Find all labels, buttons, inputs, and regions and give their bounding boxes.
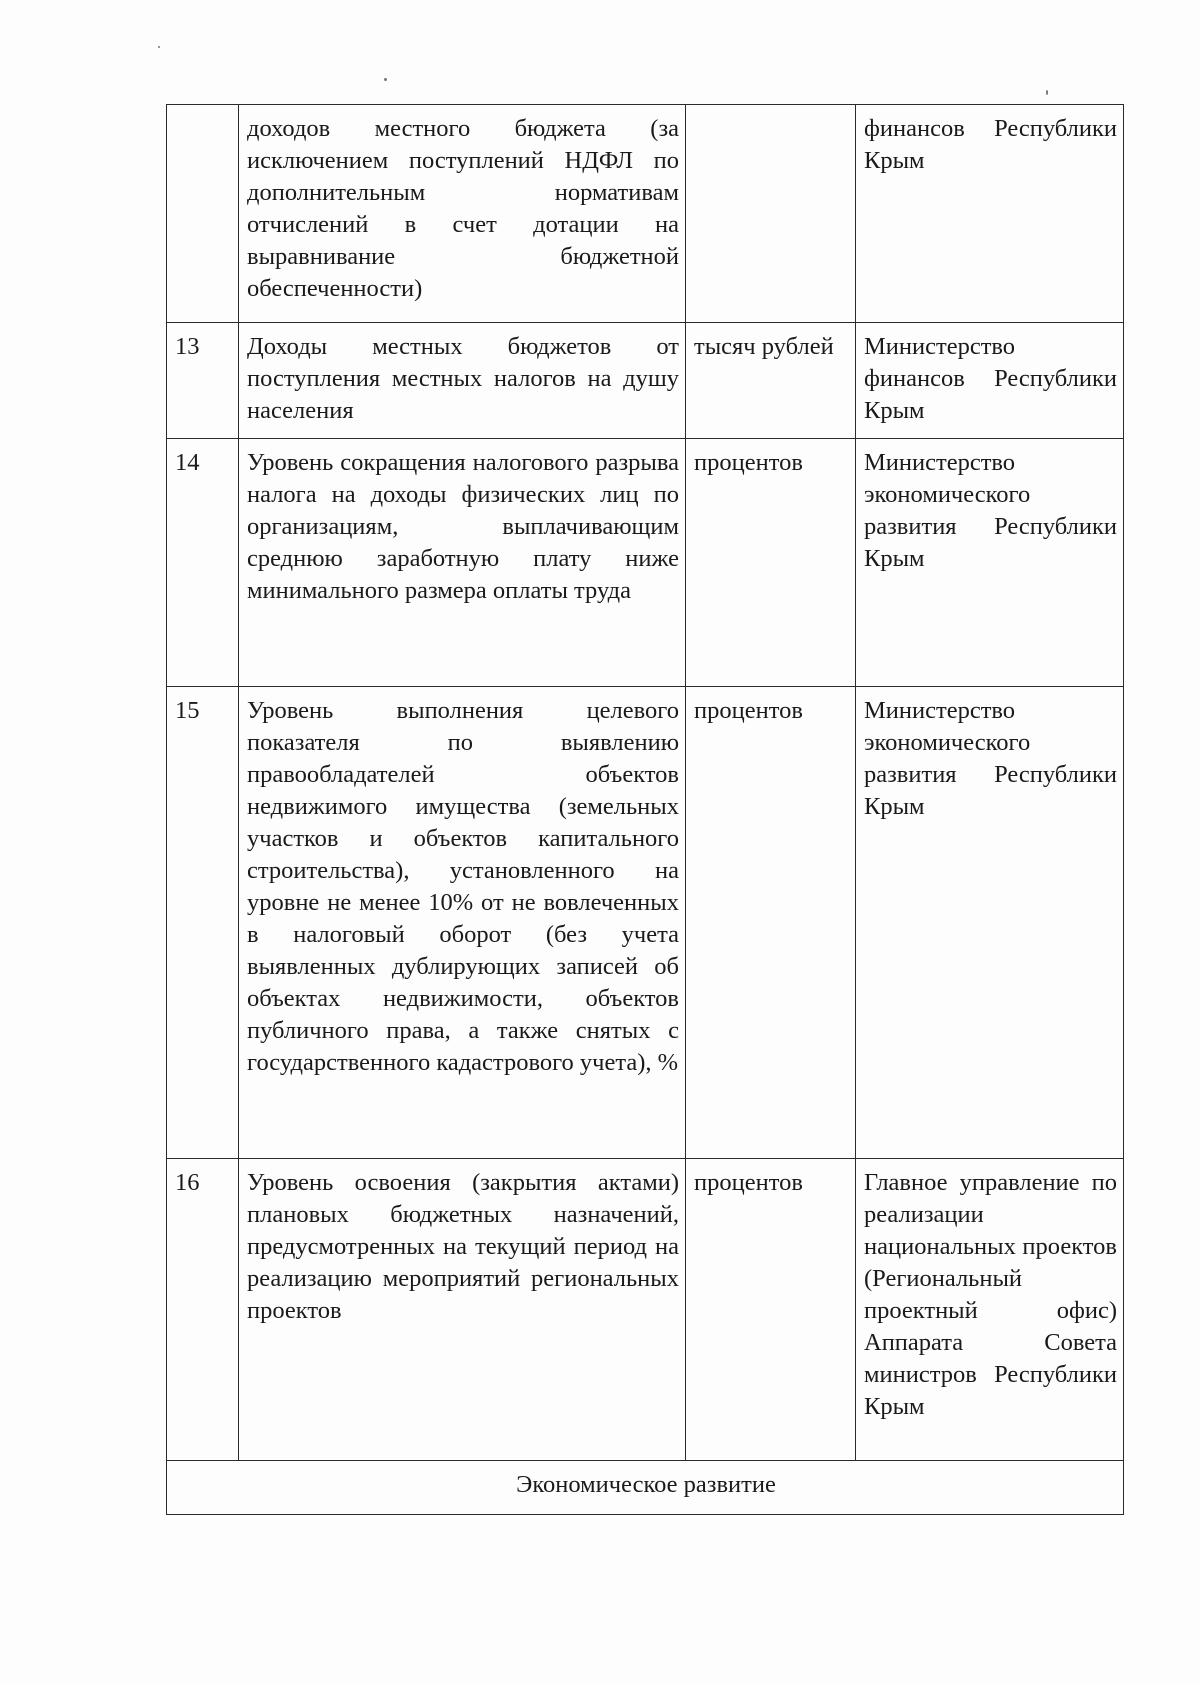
row-number: 15 — [167, 687, 239, 1159]
responsible-body: Главное управление по реализации национальных проектов (Региональный проектный офис) Аппарата Совета министров Республики Крым — [856, 1159, 1124, 1461]
indicator-name: Уровень сокращения налогового разрыва налога на доходы физических лиц по организациям, выплачивающим среднюю заработную плату ниже минимального размера оплаты труда — [239, 439, 686, 687]
unit-of-measure: тысяч рублей — [686, 323, 856, 439]
table-row — [167, 687, 1124, 1159]
table-row — [167, 1159, 1124, 1461]
responsible-body: финансов Республики Крым — [856, 105, 1124, 323]
unit-of-measure: процентов — [686, 687, 856, 1159]
scan-speck — [158, 46, 160, 48]
responsible-body: Министерство финансов Республики Крым — [856, 323, 1124, 439]
row-number: 14 — [167, 439, 239, 687]
indicator-name: Доходы местных бюджетов от поступления местных налогов на душу населения — [239, 323, 686, 439]
table-row — [167, 105, 1124, 323]
unit-of-measure: процентов — [686, 439, 856, 687]
unit-of-measure — [686, 105, 856, 323]
row-number — [167, 105, 239, 323]
unit-of-measure: процентов — [686, 1159, 856, 1461]
indicator-name: доходов местного бюджета (за исключением поступлений НДФЛ по дополнительным нормативам отчислений в счет дотации на выравнивание бюджетной обеспеченности) — [239, 105, 686, 323]
row-number: 13 — [167, 323, 239, 439]
table-row — [167, 323, 1124, 439]
responsible-body: Министерство экономического развития Республики Крым — [856, 687, 1124, 1159]
indicators-table — [166, 104, 1124, 1515]
indicator-name: Уровень освоения (закрытия актами) плановых бюджетных назначений, предусмотренных на текущий период на реализацию мероприятий региональных проектов — [239, 1159, 686, 1461]
scan-speck — [384, 78, 387, 81]
indicator-name: Уровень выполнения целевого показателя по выявлению правообладателей объектов недвижимого имущества (земельных участков и объектов капитального строительства), установленного на уровне не менее 10% от не вовлеченных в налоговый оборот (без учета выявленных дублирующих записей об объектах недвижимости, объектов публичного права, а также снятых с государственного кадастрового учета), % — [239, 687, 686, 1159]
responsible-body: Министерство экономического развития Республики Крым — [856, 439, 1124, 687]
section-heading: Экономическое развитие — [167, 1461, 1124, 1515]
table-row — [167, 439, 1124, 687]
row-number: 16 — [167, 1159, 239, 1461]
section-row — [167, 1461, 1124, 1515]
scan-speck — [1046, 90, 1048, 95]
